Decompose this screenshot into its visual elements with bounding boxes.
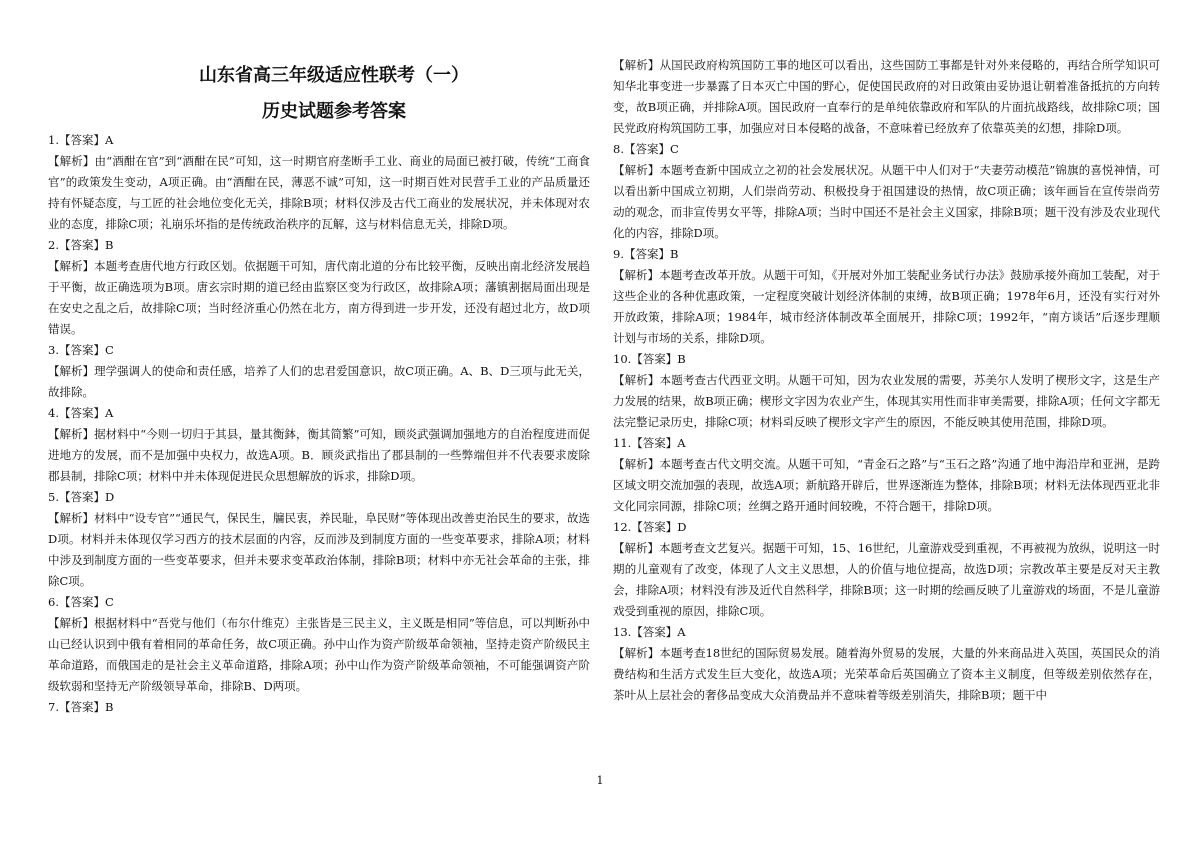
answer-label: 3.【答案】C: [48, 343, 114, 357]
answer-item-2: [48, 235, 590, 340]
answer-item-1: [48, 130, 590, 235]
explanation-text: 【解析】本题考查唐代地方行政区划。依据题干可知，唐代南北道的分布比较平衡，反映出南北经济发展趋于平衡，故正确选项为B项。唐玄宗时期的道已经由监察区变为行政区，故排除A项；藩镇割据局面出现是在安史之乱之后，故排除C项；当时经济重心仍然在北方，南方得到进一步开发，还没有超过北方，故D项错误。: [48, 259, 590, 336]
explanation-text: 【解析】本题考查古代文明交流。从题干可知，“青金石之路”与“玉石之路”沟通了地中海沿岸和亚洲，是跨区域文明交流加强的表现，故选A项；新航路开辟后，世界逐渐连为整体，排除B项；材料无法体现西亚北非文化同宗同源，排除C项；丝绸之路开通时间较晚，不符合题干，排除D项。: [613, 457, 1160, 513]
answer-label: 4.【答案】A: [48, 406, 114, 420]
answer-item-13: [613, 622, 1160, 706]
explanation-text: 【解析】本题考查18世纪的国际贸易发展。随着海外贸易的发展，大量的外来商品进入英国，英国民众的消费结构和生活方式发生巨大变化，故选A项；光荣革命后英国确立了资本主义制度，但等级差别依然存在，茶叶从上层社会的奢侈品变成大众消费品并不意味着等级差别消失，排除B项；题干中: [613, 646, 1160, 702]
answer-item-3: [48, 340, 590, 403]
explanation-text: 【解析】本题考查改革开放。从题干可知，《开展对外加工装配业务试行办法》鼓励承接外商加工装配，对于这些企业的各种优惠政策，一定程度突破计划经济体制的束缚，故B项正确；1978年6月，还没有实行对外开放政策，排除A项；1984年，城市经济体制改革全面展开，排除C项；1992年，“南方谈话”后逐步理顺计划与市场的关系，排除D项。: [613, 268, 1160, 345]
right-column: [613, 0, 1160, 706]
answer-label: 7.【答案】B: [48, 700, 114, 714]
answer-item-9: [613, 244, 1160, 349]
answer-item-6: [48, 592, 590, 697]
page-number: 1: [596, 774, 604, 787]
left-column: [48, 0, 590, 718]
explanation-text: 【解析】本题考查文艺复兴。据题干可知，15、16世纪，儿童游戏受到重视，不再被视为放纵，说明这一时期的儿童观有了改变，体现了人文主义思想，人的价值与地位提高，故选D项；宗教改革主要是反对天主教会，排除A项；材料没有涉及近代自然科学，排除B项；这一时期的绘画反映了儿童游戏的场面，不是儿童游戏受到重视的原因，排除C项。: [613, 541, 1160, 618]
right-answer-list: [613, 55, 1160, 706]
explanation-text: 【解析】从国民政府构筑国防工事的地区可以看出，这些国防工事都是针对外来侵略的，再结合所学知识可知华北事变进一步暴露了日本灭亡中国的野心，促使国民政府的对日政策由妥协退让朝着准备抵抗的方向转变，故B项正确，并排除A项。国民政府一直奉行的是单纯依靠政府和军队的片面抗战路线，故排除C项；国民党政府构筑国防工事，加强应对日本侵略的战备，不意味着已经放弃了依靠英美的幻想，排除D项。: [613, 58, 1160, 135]
answer-item-5: [48, 487, 590, 592]
answer-label: 9.【答案】B: [613, 247, 679, 261]
answer-label: 1.【答案】A: [48, 133, 114, 147]
answer-item-7: [48, 697, 590, 718]
answer-label: 2.【答案】B: [48, 238, 114, 252]
answer-label: 11.【答案】A: [613, 436, 686, 450]
page-title: 山东省高三年级适应性联考（一）: [199, 65, 469, 86]
answer-label: 8.【答案】C: [613, 142, 679, 156]
explanation-text: 【解析】由“酒酣在官”到“酒酣在民”可知，这一时期官府垄断手工业、商业的局面已被打破，传统“工商食官”的政策发生变动，A项正确。由“酒酣在民，薄恶不诚”可知，这一时期百姓对民营手工业的产品质量还持有怀疑态度，与工匠的社会地位变化无关，排除B项；材料仅涉及古代工商业的发展状况，并未体现对农业的态度，排除C项；礼崩乐坏指的是传统政治秩序的瓦解，这与材料信息无关，排除D项。: [48, 154, 590, 231]
answer-label: 13.【答案】A: [613, 625, 686, 639]
answer-label: 5.【答案】D: [48, 490, 115, 504]
answer-item-12: [613, 517, 1160, 622]
explanation-text: 【解析】材料中“设专官”“通民气，保民生，牖民衷，养民耻，阜民财”等体现出改善吏治民生的要求，故选D项。材料并未体现仅学习西方的技术层面的内容，反而涉及到制度方面的一些变革要求，排除A项；材料中涉及到制度方面的一些变革要求，但并未要求变革政治体制，排除B项；材料中亦无社会革命的主张，排除C项。: [48, 511, 590, 588]
left-answer-list: [48, 130, 590, 718]
title-block: [48, 0, 590, 126]
explanation-text: 【解析】根据材料中“吾党与他们（布尔什维克）主张皆是三民主义，主义既是相同”等信息，可以判断孙中山已经认识到中俄有着相同的革命任务，故C项正确。孙中山作为资产阶级革命领袖，坚持走资产阶级民主革命道路，而俄国走的是社会主义革命道路，排除A项；孙中山作为资产阶级革命领袖，不可能强调资产阶级软弱和坚持无产阶级领导革命，排除B、D两项。: [48, 616, 590, 693]
answer-label: 12.【答案】D: [613, 520, 687, 534]
answer-item-4: [48, 403, 590, 487]
explanation-text: 【解析】本题考查古代西亚文明。从题干可知，因为农业发展的需要，苏美尔人发明了楔形文字，这是生产力发展的结果，故B项正确；楔形文字因为农业产生，体现其实用性而非审美需要，排除A项；任何文字都无法完整记录历史，排除C项；材料뢰反映了楔形文字产生的原因，不能反映其使用范围，排除D项。: [613, 373, 1160, 429]
explanation-text: 【解析】据材料中“今则一切归于其县，量其衡鉢，衡其简繁”可知，顾炎武强调加强地方的自治程度进而促进地方的发展，而不是加强中央权力，故选A项。B．顾炎武指出了郡县制的一些弊端但并不代表要求废除郡县制，排除C项；材料中并未体现促进民众思想解放的诉求，排除D项。: [48, 427, 590, 483]
answer-label: 10.【答案】B: [613, 352, 686, 366]
answer-item-11: [613, 433, 1160, 517]
answer-item-7-continued: [613, 55, 1160, 139]
page-subtitle: 历史试题参考答案: [262, 101, 406, 122]
explanation-text: 【解析】理学强调人的使命和责任感，培养了人们的忠君爱国意识，故C项正确。A、B、D三项与此无关，故排除。: [48, 364, 590, 399]
explanation-text: 【解析】本题考查新中国成立之初的社会发展状况。从题干中人们对于“夫妻劳动模范”锦旗的喜悦神情，可以看出新中国成立初期，人们崇尚劳动、积极投身于祖国建设的热情，故C项正确；该年画旨在宣传崇尚劳动的观念，而非宣传男女平等，排除A项；当时中国还不是社会主义国家，排除B项；题干没有涉及农业现代化的内容，排除D项。: [613, 163, 1160, 240]
answer-item-10: [613, 349, 1160, 433]
answer-item-8: [613, 139, 1160, 244]
answer-label: 6.【答案】C: [48, 595, 114, 609]
